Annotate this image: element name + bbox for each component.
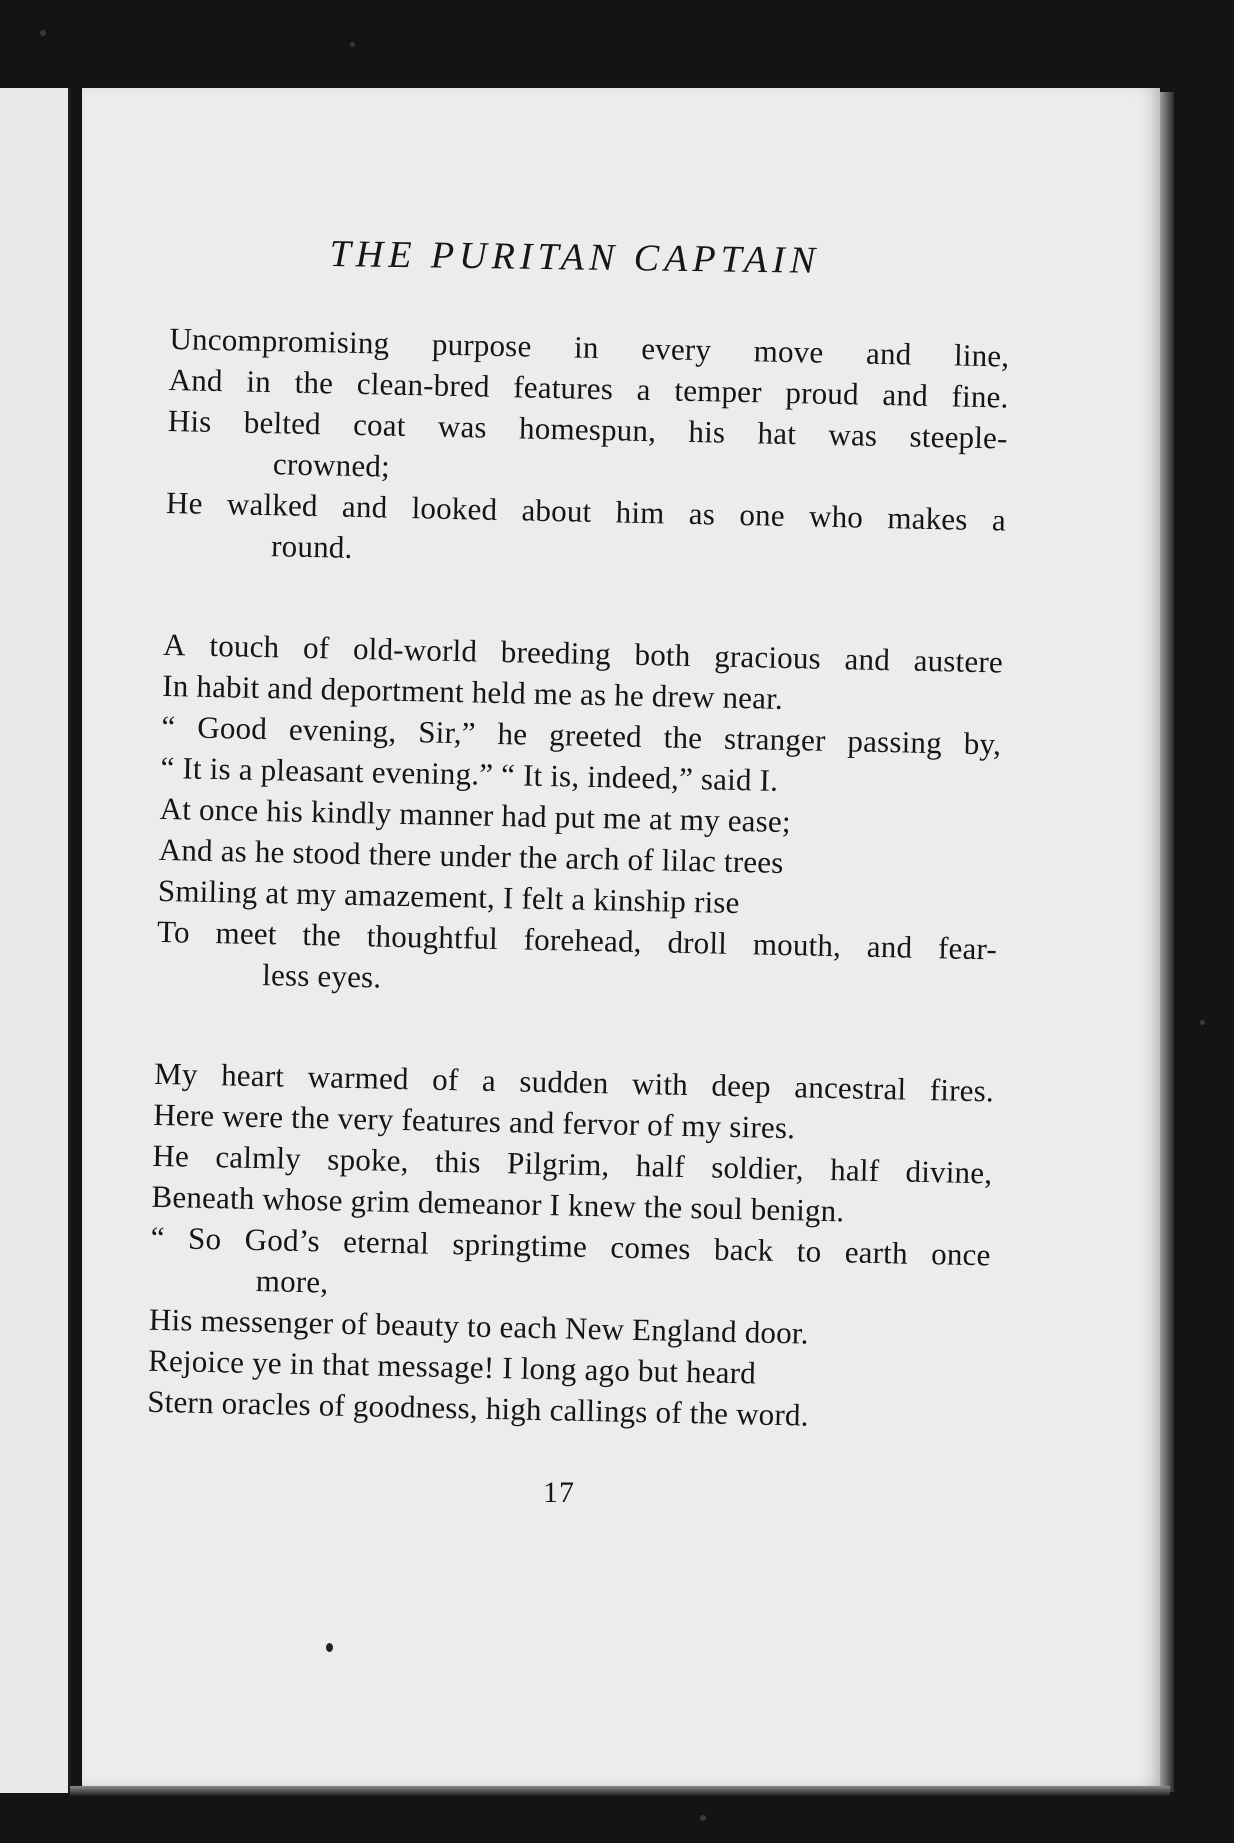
verse-word: he (497, 715, 528, 752)
page-number: 17 (543, 1476, 575, 1509)
ink-dot (326, 1643, 333, 1652)
verse-word: “ (150, 1219, 166, 1256)
verse-word: of (302, 629, 330, 666)
verse-word: purpose (431, 326, 532, 364)
verse-word: by, (963, 725, 1002, 762)
verse-word: He (165, 484, 204, 521)
verse-word: in (573, 329, 600, 365)
verse-word: And (168, 361, 224, 399)
verse-word: coat (352, 406, 406, 443)
verse-word: and (844, 641, 891, 678)
verse-word: fires. (929, 1072, 995, 1109)
verse-word: both (634, 636, 691, 673)
verse-word: His (167, 402, 212, 439)
verse-word: the (294, 364, 334, 401)
verse-word: austere (913, 642, 1004, 680)
verse-word: homespun, (518, 410, 657, 449)
verse-word: as (688, 495, 716, 532)
verse-word: Good (196, 709, 268, 747)
verse-word: steeple- (909, 418, 1008, 456)
verse-word: who (808, 498, 864, 535)
verse-word: a (481, 1062, 497, 1098)
verse-word: a (991, 502, 1007, 538)
verse-word: in (246, 363, 272, 400)
scan-speck (350, 42, 355, 47)
verse-word: was (828, 416, 878, 453)
verse-word: So (187, 1220, 222, 1257)
verse-word: eternal (342, 1223, 430, 1261)
verse-word: touch (209, 627, 280, 665)
verse-word: and (866, 928, 913, 965)
verse-word: mouth, (752, 926, 842, 964)
verse-word: spoke, (327, 1141, 410, 1179)
verse-word: him (615, 494, 665, 531)
verse-word: clean-bred (356, 365, 491, 404)
verse-word: features (513, 369, 614, 407)
stanza (147, 1053, 995, 1440)
verse-word: My (153, 1055, 199, 1092)
poem-text (147, 318, 1010, 1439)
verse-word: meet (215, 915, 278, 952)
verse-word: one (739, 496, 786, 533)
verse-word: Pilgrim, (506, 1145, 610, 1183)
verse-word: walked (226, 486, 319, 524)
verse-turnover-line: crowned; (272, 446, 391, 484)
verse-word: every (640, 330, 712, 368)
verse-word: old-world (352, 630, 478, 669)
verse-word: and (882, 376, 929, 413)
verse-word: makes (887, 500, 968, 537)
verse-line: At once his kindly manner had put me at my ease; (159, 790, 792, 840)
verse-line: Smiling at my amazement, I felt a kinship rise (157, 872, 740, 921)
verse-word: this (434, 1143, 482, 1180)
verse-word: greeted (548, 717, 643, 754)
verse-word: deep (711, 1067, 772, 1104)
verse-word: and (865, 335, 912, 372)
verse-word: with (631, 1065, 689, 1103)
verse-turnover-line: more, (255, 1263, 329, 1300)
verse-word: proud (785, 374, 860, 412)
verse-word: Uncompromising (169, 320, 390, 361)
running-head: THE PURITAN CAPTAIN (329, 232, 821, 282)
verse-word: to (796, 1233, 822, 1269)
verse-word: belted (243, 404, 322, 442)
verse-word: the (302, 916, 342, 953)
scan-speck (700, 1815, 706, 1821)
scan-speck (40, 30, 46, 36)
verse-word: comes (610, 1229, 692, 1267)
verse-word: move (753, 333, 824, 370)
verse-word: hat (757, 415, 797, 452)
verse-line: Rejoice ye in that message! I long ago but heard (147, 1342, 757, 1391)
verse-word: was (437, 408, 488, 445)
verse-word: forehead, (523, 921, 643, 960)
verse-word: of (431, 1061, 459, 1098)
verse-word: stranger (723, 720, 826, 758)
verse-word: once (930, 1236, 991, 1273)
verse-line: Stern oracles of goodness, high callings of the word. (146, 1383, 809, 1433)
verse-word: earth (844, 1234, 909, 1271)
stanza (156, 624, 1004, 1011)
verse-word: half (635, 1147, 686, 1184)
verse-word: heart (220, 1057, 285, 1094)
verse-word: sudden (519, 1063, 609, 1101)
verse-word: line, (953, 337, 1010, 374)
verse-word: fear- (937, 930, 998, 967)
verse-word: evening, (288, 711, 397, 749)
verse-line: “ It is a pleasant evening.” “ It is, indeed,” said I. (160, 749, 779, 798)
verse-word: temper (674, 372, 763, 410)
verse-word: divine, (905, 1153, 993, 1191)
verse-line: And as he stood there under the arch of lilac trees (158, 831, 784, 880)
verse-word: thoughtful (366, 918, 499, 957)
verse-line: Beneath whose grim demeanor I knew the soul benign. (151, 1178, 845, 1229)
verse-word: half (829, 1152, 880, 1189)
page-right-edge-shadow (1160, 92, 1174, 1792)
verse-word: fine. (951, 378, 1009, 415)
verse-word: To (156, 913, 191, 950)
verse-word: “ (161, 708, 176, 745)
verse-word: God’s (244, 1221, 321, 1259)
verse-line: In habit and deportment held me as he drew near. (161, 667, 784, 716)
verse-turnover-line: round. (270, 528, 353, 565)
page-bottom-edge-shadow (70, 1786, 1170, 1796)
verse-word: looked (411, 490, 498, 527)
verse-word: the (663, 719, 703, 756)
verse-word: ancestral (794, 1069, 907, 1107)
verse-line: His messenger of beauty to each New England door. (148, 1301, 810, 1351)
verse-line: Here were the very features and fervor of my sires. (152, 1096, 796, 1146)
verse-word: calmly (215, 1139, 302, 1176)
verse-word: He (152, 1137, 190, 1174)
verse-turnover-line: less eyes. (261, 957, 382, 995)
verse-word: droll (667, 924, 728, 961)
verse-word: warmed (307, 1059, 410, 1097)
verse-word: gracious (713, 638, 822, 676)
stanza (165, 318, 1010, 582)
verse-word: about (521, 492, 592, 529)
verse-word: Sir,” (417, 714, 477, 751)
verse-word: A (162, 626, 187, 663)
scan-speck (1200, 1020, 1205, 1025)
verse-word: a (636, 371, 652, 408)
verse-word: and (341, 488, 388, 525)
verse-word: back (713, 1231, 774, 1268)
verse-word: his (688, 413, 726, 450)
verse-word: soldier, (710, 1149, 805, 1187)
verse-word: springtime (452, 1226, 588, 1264)
verse-word: passing (847, 723, 943, 761)
previous-page-edge (0, 88, 71, 1793)
verse-word: breeding (500, 634, 612, 672)
